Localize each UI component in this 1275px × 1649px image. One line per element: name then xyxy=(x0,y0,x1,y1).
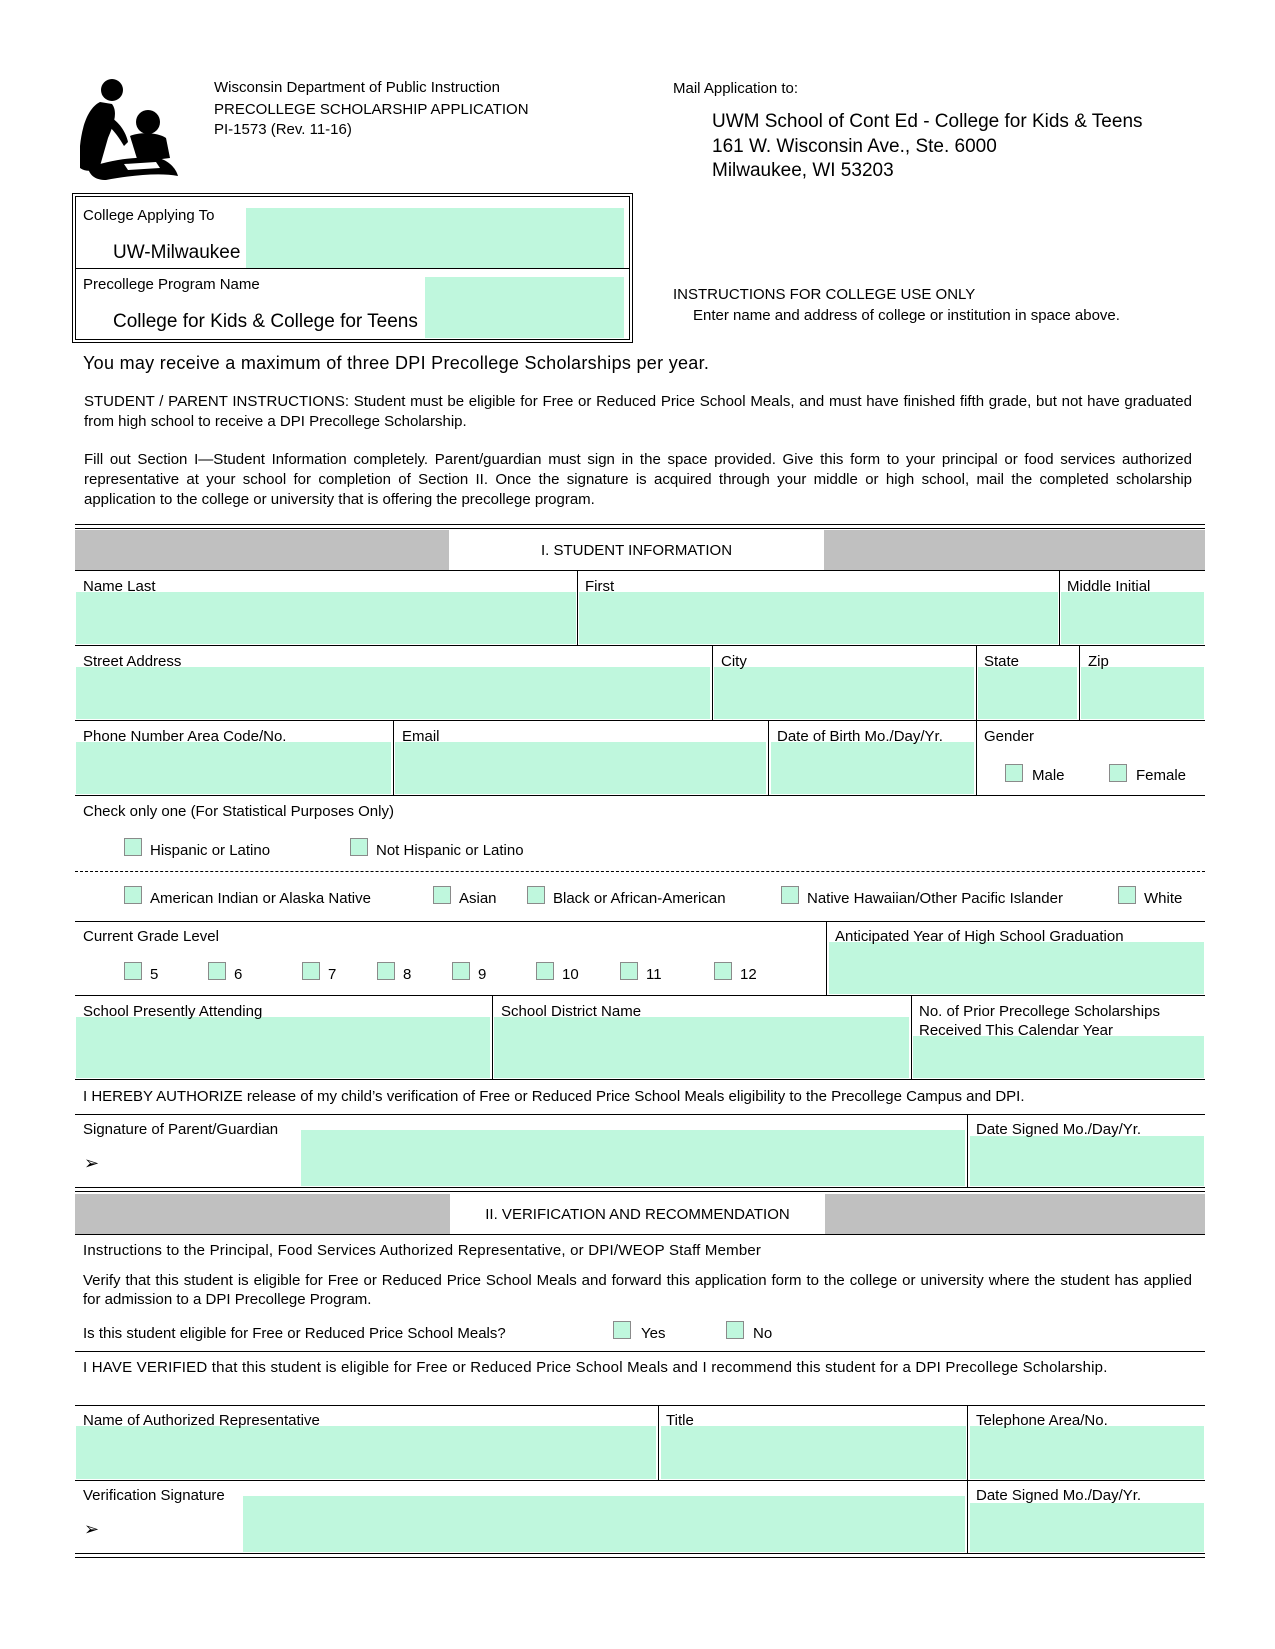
district-label: School District Name xyxy=(501,1003,642,1020)
grade-label: Current Grade Level xyxy=(83,928,219,945)
rep-name-label: Name of Authorized Representative xyxy=(83,1412,320,1429)
prior-scholarships-input[interactable] xyxy=(913,1036,1204,1078)
black-checkbox[interactable] xyxy=(527,886,545,904)
middle-initial-input[interactable] xyxy=(1061,592,1204,644)
middle-initial-label: Middle Initial xyxy=(1067,578,1151,595)
grade-8-checkbox[interactable] xyxy=(377,962,395,980)
prior-scholarships-label-2: Received This Calendar Year xyxy=(919,1022,1114,1039)
grade-5-checkbox[interactable] xyxy=(124,962,142,980)
ethnicity-instructions: Check only one (For Statistical Purposes Only) xyxy=(83,803,394,820)
school-input[interactable] xyxy=(76,1017,490,1078)
phone-input[interactable] xyxy=(76,742,391,794)
grade-11-checkbox[interactable] xyxy=(620,962,638,980)
hispanic-label: Hispanic or Latino xyxy=(150,842,271,859)
mail-address-line2: 161 W. Wisconsin Ave., Ste. 6000 xyxy=(712,136,997,157)
rep-telephone-label: Telephone Area/No. xyxy=(976,1412,1108,1429)
gender-label: Gender xyxy=(984,728,1035,745)
hispanic-checkbox[interactable] xyxy=(124,838,142,856)
grade-6-checkbox[interactable] xyxy=(208,962,226,980)
rep-name-input[interactable] xyxy=(76,1426,656,1479)
american-indian-checkbox[interactable] xyxy=(124,886,142,904)
eligibility-question: Is this student eligible for Free or Reduced Price School Meals? xyxy=(83,1325,506,1342)
section-2-title: II. VERIFICATION AND RECOMMENDATION xyxy=(450,1194,825,1234)
white-checkbox[interactable] xyxy=(1118,886,1136,904)
college-applying-value: UW-Milwaukee xyxy=(113,242,241,263)
email-input[interactable] xyxy=(395,742,766,794)
zip-input[interactable] xyxy=(1081,667,1204,719)
grade-6-label: 6 xyxy=(234,966,243,983)
principal-instructions-title: Instructions to the Principal, Food Services Authorized Representative, or DPI/WEOP Staff Member xyxy=(83,1242,762,1259)
last-name-input[interactable] xyxy=(76,592,576,644)
form-number: PI-1573 (Rev. 11-16) xyxy=(214,121,352,138)
american-indian-label: American Indian or Alaska Native xyxy=(150,890,371,907)
grade-7-checkbox[interactable] xyxy=(302,962,320,980)
last-name-label: Name Last xyxy=(83,578,156,595)
section-1-header xyxy=(75,530,1205,570)
dob-input[interactable] xyxy=(771,742,974,794)
verify-instructions: Verify that this student is eligible for Free or Reduced Price School Meals and forward this application form to the college or university where the student has applied for admission to a DPI Precollege Program. xyxy=(83,1272,1192,1308)
max-scholarships-notice: You may receive a maximum of three DPI Precollege Scholarships per year. xyxy=(83,353,710,373)
ethnicity-divider xyxy=(75,871,1205,872)
eligible-no-label: No xyxy=(753,1325,773,1342)
authorize-statement: I HEREBY AUTHORIZE release of my child’s verification of Free or Reduced Price School Meals eligibility to the Precollege Campus and DPI. xyxy=(83,1088,1025,1105)
first-name-input[interactable] xyxy=(579,592,1058,644)
verification-arrow-icon: ➢ xyxy=(84,1519,100,1539)
native-hawaiian-label: Native Hawaiian/Other Pacific Islander xyxy=(807,890,1063,907)
female-label: Female xyxy=(1136,767,1187,784)
graduation-year-input[interactable] xyxy=(829,942,1204,994)
black-label: Black or African-American xyxy=(553,890,726,907)
verification-date-input[interactable] xyxy=(970,1503,1204,1552)
college-instructions-text: Enter name and address of college or institution in space above. xyxy=(693,307,1120,324)
rep-title-label: Title xyxy=(666,1412,694,1429)
graduation-year-label: Anticipated Year of High School Graduation xyxy=(835,928,1124,945)
male-label: Male xyxy=(1032,767,1065,784)
parent-date-input[interactable] xyxy=(970,1136,1204,1186)
zip-label: Zip xyxy=(1088,653,1109,670)
grade-8-label: 8 xyxy=(403,966,412,983)
grade-12-label: 12 xyxy=(740,966,757,983)
grade-9-label: 9 xyxy=(478,966,487,983)
college-applying-input[interactable] xyxy=(246,208,624,268)
asian-label: Asian xyxy=(459,890,497,907)
eligible-no-checkbox[interactable] xyxy=(726,1321,744,1339)
state-input[interactable] xyxy=(978,667,1077,719)
grade-7-label: 7 xyxy=(328,966,337,983)
street-address-label: Street Address xyxy=(83,653,182,670)
parent-signature-label: Signature of Parent/Guardian xyxy=(83,1121,279,1138)
parent-date-label: Date Signed Mo./Day/Yr. xyxy=(976,1121,1142,1138)
agency-name: Wisconsin Department of Public Instruction xyxy=(214,79,500,96)
prior-scholarships-label-1: No. of Prior Precollege Scholarships xyxy=(919,1003,1160,1020)
section-2-header xyxy=(75,1194,1205,1234)
eligible-yes-label: Yes xyxy=(641,1325,666,1342)
verification-signature-input[interactable] xyxy=(243,1496,965,1552)
first-name-label: First xyxy=(585,578,615,595)
parent-signature-input[interactable] xyxy=(301,1130,965,1186)
grade-11-label: 11 xyxy=(646,966,662,983)
mail-address-line3: Milwaukee, WI 53203 xyxy=(712,160,894,181)
college-applying-label: College Applying To xyxy=(83,207,215,224)
native-hawaiian-checkbox[interactable] xyxy=(781,886,799,904)
grade-5-label: 5 xyxy=(150,966,159,983)
mail-address-line1: UWM School of Cont Ed - College for Kids & Teens xyxy=(712,111,1143,132)
form-title: PRECOLLEGE SCHOLARSHIP APPLICATION xyxy=(214,101,529,118)
dpi-logo-icon xyxy=(78,76,182,184)
grade-10-checkbox[interactable] xyxy=(536,962,554,980)
mail-label: Mail Application to: xyxy=(673,80,799,97)
program-name-value: College for Kids & College for Teens xyxy=(113,311,418,332)
phone-label: Phone Number Area Code/No. xyxy=(83,728,287,745)
not-hispanic-checkbox[interactable] xyxy=(350,838,368,856)
female-checkbox[interactable] xyxy=(1109,764,1127,782)
verified-statement: I HAVE VERIFIED that this student is eligible for Free or Reduced Price School Meals and I recommend this student for a DPI Precollege Scholarship. xyxy=(83,1359,1108,1376)
grade-9-checkbox[interactable] xyxy=(452,962,470,980)
program-name-input[interactable] xyxy=(425,277,624,338)
eligible-yes-checkbox[interactable] xyxy=(613,1321,631,1339)
city-input[interactable] xyxy=(714,667,974,719)
college-instructions-title: INSTRUCTIONS FOR COLLEGE USE ONLY xyxy=(673,286,976,303)
not-hispanic-label: Not Hispanic or Latino xyxy=(376,842,524,859)
signature-arrow-icon: ➢ xyxy=(84,1153,100,1173)
state-label: State xyxy=(984,653,1020,670)
grade-10-label: 10 xyxy=(562,966,579,983)
email-label: Email xyxy=(402,728,440,745)
dob-label: Date of Birth Mo./Day/Yr. xyxy=(777,728,943,745)
asian-checkbox[interactable] xyxy=(433,886,451,904)
student-parent-instructions: STUDENT / PARENT INSTRUCTIONS: Student must be eligible for Free or Reduced Price School Meals, and must have finished fifth grade, but not have graduated from high school to receive a DPI Precollege Scholarship. xyxy=(84,393,1192,430)
school-label: School Presently Attending xyxy=(83,1003,263,1020)
rep-title-input[interactable] xyxy=(661,1426,966,1479)
district-input[interactable] xyxy=(494,1017,909,1078)
program-name-label: Precollege Program Name xyxy=(83,276,260,293)
section-1-title: I. STUDENT INFORMATION xyxy=(449,530,824,570)
city-label: City xyxy=(721,653,747,670)
male-checkbox[interactable] xyxy=(1005,764,1023,782)
verification-date-label: Date Signed Mo./Day/Yr. xyxy=(976,1487,1142,1504)
rep-telephone-input[interactable] xyxy=(970,1426,1204,1479)
fill-out-instructions: Fill out Section I—Student Information completely. Parent/guardian must sign in the space provided. Give this form to your principal or food services authorized representative at your school for completion of Section II. Once the signature is acquired through your middle or high school, mail the completed scholarship application to the college or university that is offering the precollege program. xyxy=(84,451,1192,508)
white-label: White xyxy=(1144,890,1183,907)
verification-signature-label: Verification Signature xyxy=(83,1487,225,1504)
grade-12-checkbox[interactable] xyxy=(714,962,732,980)
street-address-input[interactable] xyxy=(76,667,710,719)
